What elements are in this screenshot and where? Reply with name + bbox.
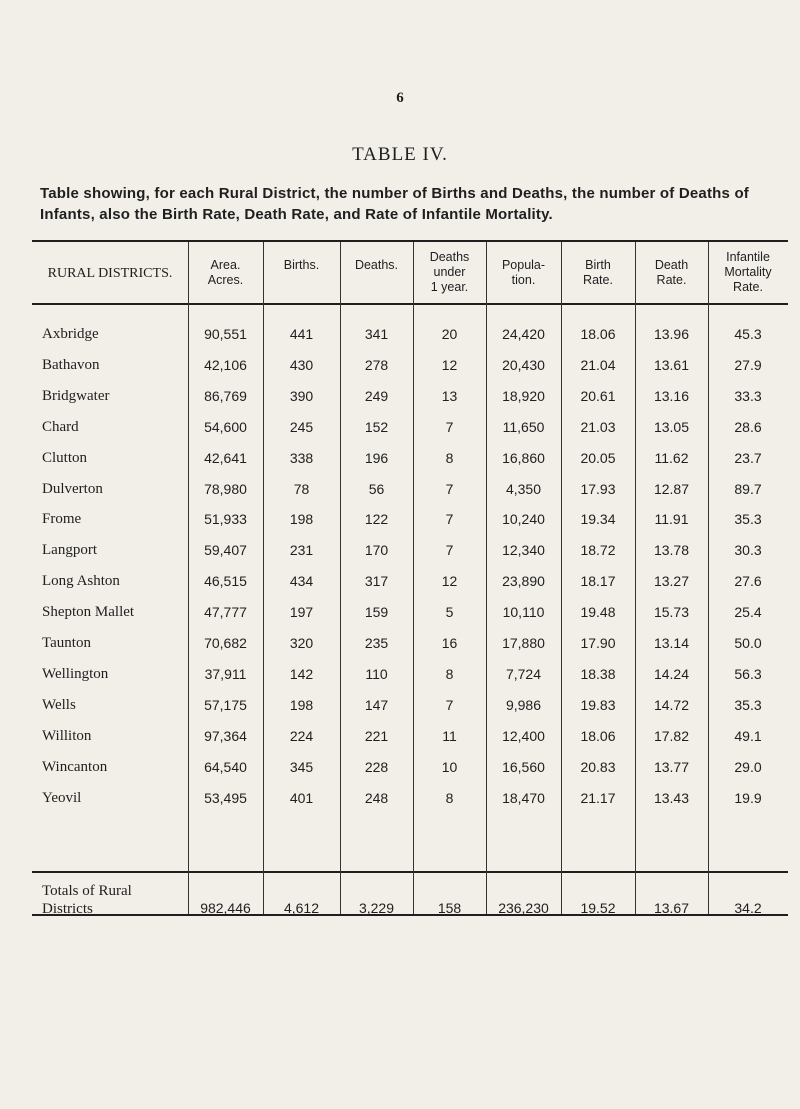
cell-area: 37,911 — [204, 666, 247, 682]
cell-births: 338 — [289, 450, 314, 466]
cell-deaths: 122 — [364, 511, 389, 527]
cell-area: 42,641 — [204, 450, 247, 466]
cell-births: 224 — [289, 728, 314, 744]
cell-births: 78 — [293, 481, 310, 497]
cell-birth-rate: 20.05 — [580, 450, 616, 466]
district-name: Wells — [42, 697, 76, 713]
cell-imr: 27.6 — [734, 573, 762, 589]
district-name: Long Ashton — [42, 573, 120, 589]
cell-birth-rate: 20.83 — [580, 759, 616, 775]
cell-deaths: 196 — [364, 450, 389, 466]
header-area-line: Area. — [210, 258, 241, 272]
cell-births: 345 — [289, 759, 314, 775]
totals-population: 236,230 — [498, 900, 549, 916]
cell-area: 86,769 — [204, 388, 247, 404]
rural-districts-table — [32, 240, 788, 1070]
cell-imr: 27.9 — [734, 357, 762, 373]
cell-area: 42,106 — [204, 357, 247, 373]
header-infant-line: 1 year. — [430, 280, 469, 294]
cell-area: 97,364 — [204, 728, 247, 744]
cell-birth-rate: 19.48 — [580, 604, 616, 620]
district-name: Shepton Mallet — [42, 604, 135, 620]
cell-death-rate: 13.43 — [653, 790, 690, 806]
totals-label — [42, 882, 132, 918]
cell-population: 16,560 — [502, 759, 545, 775]
district-name: Clutton — [42, 450, 88, 466]
cell-area: 54,600 — [204, 419, 247, 435]
cell-population: 9,986 — [505, 697, 542, 713]
cell-birth-rate: 18.06 — [580, 326, 616, 342]
cell-death-rate: 17.82 — [653, 728, 690, 744]
cell-imr: 19.9 — [734, 790, 762, 806]
cell-death-rate: 11.62 — [654, 450, 689, 466]
top-rule — [32, 240, 788, 242]
cell-births: 142 — [289, 666, 314, 682]
cell-deaths: 159 — [364, 604, 389, 620]
cell-births: 198 — [289, 511, 314, 527]
cell-area: 46,515 — [204, 573, 247, 589]
cell-deaths: 341 — [364, 326, 389, 342]
cell-birth-rate: 18.72 — [580, 542, 616, 558]
totals-infantile-mortality-rate: 34.2 — [734, 900, 762, 916]
cell-death-rate: 13.77 — [653, 759, 690, 775]
cell-births: 401 — [289, 790, 314, 806]
cell-death-rate: 13.16 — [653, 388, 690, 404]
cell-infant-deaths: 13 — [441, 388, 458, 404]
cell-area: 90,551 — [204, 326, 247, 342]
cell-population: 11,650 — [502, 419, 545, 435]
totals-death-rate: 13.67 — [653, 900, 690, 916]
totals-label-line: Districts — [42, 901, 93, 917]
cell-infant-deaths: 7 — [445, 542, 454, 558]
cell-birth-rate: 21.17 — [580, 790, 616, 806]
cell-infant-deaths: 16 — [441, 635, 458, 651]
cell-imr: 28.6 — [734, 419, 762, 435]
cell-deaths: 317 — [364, 573, 389, 589]
header-imr-line: Mortality — [724, 265, 772, 279]
cell-population: 12,340 — [502, 542, 545, 558]
cell-imr: 56.3 — [734, 666, 762, 682]
table-caption: Table showing, for each Rural District, the number of Births and Deaths, the number of Deaths of Infants, also the Birth Rate, Death Rate, and Rate of Infantile Mortality. — [40, 185, 750, 223]
cell-area: 51,933 — [204, 511, 247, 527]
header-imr-line: Infantile — [726, 250, 770, 264]
cell-population: 17,880 — [502, 635, 545, 651]
cell-deaths: 152 — [364, 419, 389, 435]
district-name: Taunton — [42, 635, 91, 651]
cell-deaths: 248 — [364, 790, 389, 806]
cell-death-rate: 13.27 — [653, 573, 690, 589]
district-name: Axbridge — [42, 326, 99, 342]
cell-death-rate: 15.73 — [653, 604, 690, 620]
cell-imr: 30.3 — [734, 542, 762, 558]
cell-deaths: 147 — [364, 697, 389, 713]
cell-deaths: 249 — [364, 388, 389, 404]
header-area — [188, 258, 263, 288]
district-name: Williton — [42, 728, 92, 744]
totals-label-line: Totals of Rural — [42, 883, 132, 899]
cell-imr: 49.1 — [734, 728, 762, 744]
cell-birth-rate: 18.38 — [580, 666, 616, 682]
header-population — [486, 258, 561, 288]
cell-deaths: 228 — [364, 759, 389, 775]
header-rural-districts: RURAL DISTRICTS. — [47, 266, 173, 281]
totals-infant-deaths: 158 — [437, 900, 462, 916]
table-title: TABLE IV. — [352, 144, 448, 165]
cell-death-rate: 11.91 — [654, 511, 689, 527]
cell-area: 78,980 — [204, 481, 247, 497]
cell-population: 23,890 — [502, 573, 545, 589]
cell-infant-deaths: 8 — [445, 666, 454, 682]
cell-population: 12,400 — [502, 728, 545, 744]
header-deaths: Deaths. — [354, 258, 399, 272]
cell-births: 231 — [289, 542, 314, 558]
cell-population: 24,420 — [502, 326, 545, 342]
totals-deaths: 3,229 — [358, 900, 395, 916]
cell-imr: 33.3 — [734, 388, 762, 404]
cell-population: 18,470 — [502, 790, 545, 806]
cell-infant-deaths: 8 — [445, 450, 454, 466]
cell-deaths: 235 — [364, 635, 389, 651]
cell-population: 10,240 — [502, 511, 545, 527]
cell-infant-deaths: 11 — [442, 728, 457, 744]
cell-deaths: 56 — [368, 481, 385, 497]
cell-birth-rate: 17.93 — [580, 481, 616, 497]
cell-imr: 50.0 — [734, 635, 762, 651]
header-imr-line: Rate. — [733, 280, 763, 294]
cell-births: 198 — [289, 697, 314, 713]
cell-imr: 23.7 — [734, 450, 762, 466]
district-name: Chard — [42, 419, 79, 435]
page-number: 6 — [396, 90, 404, 106]
cell-infant-deaths: 7 — [445, 419, 454, 435]
cell-infant-deaths: 12 — [441, 357, 458, 373]
cell-imr: 35.3 — [734, 697, 762, 713]
cell-population: 16,860 — [502, 450, 545, 466]
cell-imr: 45.3 — [734, 326, 762, 342]
cell-area: 57,175 — [204, 697, 247, 713]
totals-area: 982,446 — [200, 900, 251, 916]
cell-birth-rate: 17.90 — [580, 635, 616, 651]
cell-birth-rate: 18.17 — [580, 573, 616, 589]
header-population-line: tion. — [511, 273, 536, 287]
cell-infant-deaths: 8 — [445, 790, 454, 806]
cell-population: 18,920 — [502, 388, 545, 404]
district-name: Yeovil — [42, 790, 82, 806]
cell-population: 4,350 — [505, 481, 542, 497]
cell-infant-deaths: 12 — [441, 573, 458, 589]
cell-infant-deaths: 7 — [445, 481, 454, 497]
cell-area: 70,682 — [204, 635, 247, 651]
header-birth-rate-line: Birth — [585, 258, 611, 272]
header-infantile-mortality-rate — [708, 250, 788, 295]
district-name: Bathavon — [42, 357, 100, 373]
cell-imr: 25.4 — [734, 604, 762, 620]
cell-imr: 29.0 — [734, 759, 762, 775]
district-name: Bridgwater — [42, 388, 110, 404]
cell-deaths: 278 — [364, 357, 389, 373]
cell-births: 197 — [289, 604, 314, 620]
header-infant-line: Deaths — [429, 250, 470, 264]
cell-births: 390 — [289, 388, 314, 404]
header-infant-deaths — [413, 250, 486, 295]
cell-death-rate: 13.14 — [653, 635, 690, 651]
cell-births: 441 — [289, 326, 314, 342]
district-name: Frome — [42, 511, 82, 527]
totals-births: 4,612 — [283, 900, 320, 916]
cell-death-rate: 13.05 — [653, 419, 690, 435]
cell-birth-rate: 19.34 — [580, 511, 616, 527]
header-population-line: Popula- — [501, 258, 546, 272]
cell-births: 320 — [289, 635, 314, 651]
cell-death-rate: 13.61 — [653, 357, 690, 373]
header-birth-rate-line: Rate. — [583, 273, 613, 287]
district-name: Langport — [42, 542, 97, 558]
cell-death-rate: 13.78 — [653, 542, 690, 558]
header-death-rate-line: Rate. — [656, 273, 687, 287]
cell-infant-deaths: 7 — [445, 697, 454, 713]
cell-infant-deaths: 5 — [445, 604, 454, 620]
cell-infant-deaths: 7 — [445, 511, 454, 527]
cell-death-rate: 14.24 — [653, 666, 690, 682]
cell-birth-rate: 21.03 — [580, 419, 616, 435]
cell-area: 47,777 — [204, 604, 247, 620]
cell-deaths: 170 — [364, 542, 389, 558]
cell-death-rate: 13.96 — [653, 326, 690, 342]
header-births: Births. — [283, 258, 320, 272]
cell-imr: 35.3 — [734, 511, 762, 527]
district-name: Wincanton — [42, 759, 108, 775]
header-area-line: Acres. — [207, 273, 244, 287]
cell-birth-rate: 18.06 — [580, 728, 616, 744]
cell-deaths: 110 — [365, 666, 388, 682]
cell-infant-deaths: 10 — [441, 759, 458, 775]
cell-area: 59,407 — [204, 542, 247, 558]
header-death-rate-line: Death — [654, 258, 689, 272]
cell-deaths: 221 — [364, 728, 389, 744]
cell-birth-rate: 20.61 — [580, 388, 616, 404]
totals-rule — [32, 871, 788, 873]
cell-births: 430 — [289, 357, 314, 373]
district-name: Dulverton — [42, 481, 103, 497]
header-rule — [32, 303, 788, 305]
cell-population: 20,430 — [502, 357, 545, 373]
cell-area: 53,495 — [204, 790, 247, 806]
cell-area: 64,540 — [204, 759, 247, 775]
header-birth-rate — [561, 258, 635, 288]
cell-death-rate: 12.87 — [653, 481, 690, 497]
cell-imr: 89.7 — [734, 481, 762, 497]
cell-births: 434 — [289, 573, 314, 589]
cell-population: 10,110 — [502, 604, 545, 620]
district-name: Wellington — [42, 666, 109, 682]
header-death-rate — [635, 258, 708, 288]
cell-infant-deaths: 20 — [441, 326, 458, 342]
cell-population: 7,724 — [505, 666, 542, 682]
cell-death-rate: 14.72 — [653, 697, 690, 713]
cell-birth-rate: 21.04 — [580, 357, 616, 373]
header-infant-line: under — [433, 265, 466, 279]
cell-birth-rate: 19.83 — [580, 697, 616, 713]
totals-birth-rate: 19.52 — [580, 900, 616, 916]
cell-births: 245 — [289, 419, 314, 435]
